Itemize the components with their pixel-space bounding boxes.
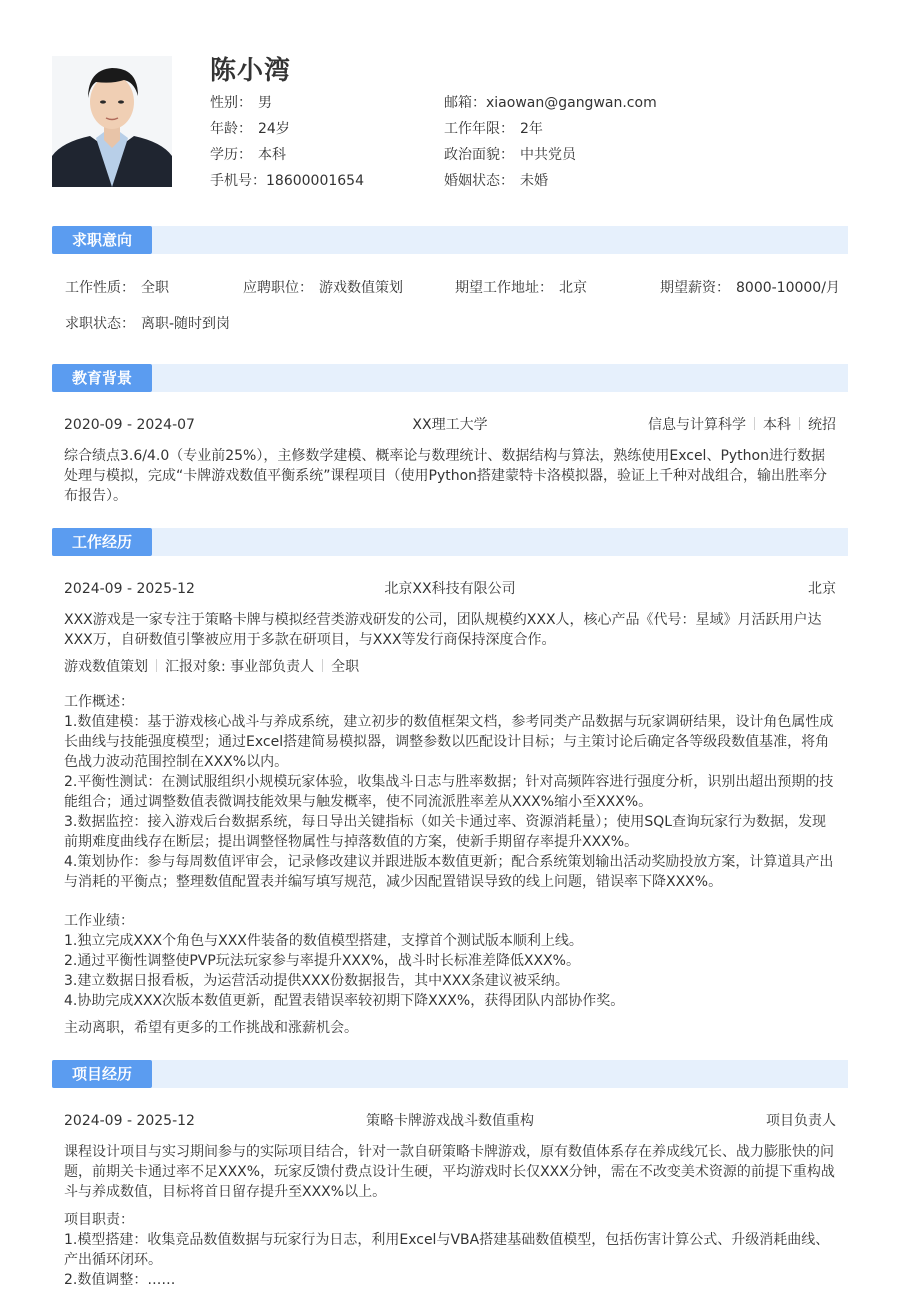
education-row bbox=[64, 415, 836, 435]
intent-location: 期望工作地址： 北京 bbox=[455, 280, 587, 296]
section-header-project bbox=[52, 1060, 848, 1088]
divider bbox=[156, 659, 157, 672]
section-title: 求职意向 bbox=[52, 226, 152, 254]
intent-job-type: 工作性质： 全职 bbox=[65, 280, 169, 296]
info-education: 学历： 本科 bbox=[210, 147, 286, 163]
person-photo-icon bbox=[52, 56, 172, 187]
section-title: 项目经历 bbox=[52, 1060, 152, 1088]
intent-salary: 期望薪资： 8000-10000/月 bbox=[660, 280, 840, 296]
info-years: 工作年限： 2年 bbox=[444, 121, 543, 137]
section-header-education bbox=[52, 364, 848, 392]
duty-item: 1.模型搭建：收集竞品数值数据与玩家行为日志，利用Excel与VBA搭建基础数值模型，包括伤害计算公式、升级消耗曲线、产出循环闭环。 bbox=[64, 1232, 830, 1268]
divider bbox=[799, 417, 800, 430]
education-school: XX理工大学 bbox=[412, 417, 488, 433]
divider bbox=[754, 417, 755, 430]
leave-reason: 主动离职，希望有更多的工作挑战和涨薪机会。 bbox=[64, 1020, 358, 1036]
project-name: 策略卡牌游戏战斗数值重构 bbox=[366, 1113, 534, 1129]
work-overview: 工作概述： 1.数值建模：基于游戏核心战斗与养成系统，建立初步的数值框架文档，参考同类产品数据与玩家调研结果，设计角色属性成长曲线与技能强度模型；通过Excel搭建简易模拟器，调整参数以匹配设计目标；与主策讨论后确定各等级段数值基准，将角色战力波动范围控制在XXX%以内。 2.平衡性测试：在测试服组织小规模玩家体验，收集战斗日志与胜率数据；针对高频阵容进行强度分析，识别出超出预期的技能组合；通过调整数值表微调技能效果与触发概率，使不同流派胜率差从XXX%缩小至XXX%。 3.数据监控：接入游戏后台数据系统，每日导出关键指标（如关卡通过率、资源消耗量）；使用SQL查询玩家行为数据，发现前期难度曲线存在断层；提出调整怪物属性与掉落数值的方案，使新手期留存率提升XXX%。 4.策划协作：参与每周数值评审会，记录修改建议并跟进版本数值更新；配合系统策划输出活动奖励投放方案，计算道具产出与消耗的平衡点；整理数值配置表并编写填写规范，减少因配置错误导致的线上问题，错误率下降XXX%。 bbox=[64, 692, 838, 892]
section-header-intent bbox=[52, 226, 848, 254]
project-role: 项目负责人 bbox=[766, 1113, 836, 1129]
section-title: 教育背景 bbox=[52, 364, 152, 392]
duty-item: 2.数值调整：…… bbox=[64, 1272, 176, 1288]
project-period: 2024-09 - 2025-12 bbox=[64, 1113, 195, 1129]
education-period: 2020-09 - 2024-07 bbox=[64, 417, 195, 433]
divider bbox=[322, 659, 323, 672]
work-row bbox=[64, 579, 836, 599]
achievement-item: 1.独立完成XXX个角色与XXX件装备的数值模型搭建，支撑首个测试版本顺利上线。 bbox=[64, 933, 583, 949]
profile-header bbox=[52, 48, 848, 188]
overview-item: 3.数据监控：接入游戏后台数据系统，每日导出关键指标（如关卡通过率、资源消耗量）；使用SQL查询玩家行为数据，发现前期难度曲线存在断层；提出调整怪物属性与掉落数值的方案，使新手期留存率提升XXX%。 bbox=[64, 814, 827, 850]
project-description: 课程设计项目与实习期间参与的实际项目结合，针对一款自研策略卡牌游戏，原有数值体系存在养成线冗长、战力膨胀快的问题，前期关卡通过率不足XXX%，玩家反馈付费点设计生硬，平均游戏时长仅XXX分钟，需在不改变美术资源的前提下重构战斗与养成数值，目标将首日留存提升至XXX%以上。 bbox=[64, 1144, 835, 1200]
work-achievements: 工作业绩： 1.独立完成XXX个角色与XXX件装备的数值模型搭建，支撑首个测试版本顺利上线。 2.通过平衡性调整使PVP玩法玩家参与率提升XXX%，战斗时长标准差降低XXX%。 3.建立数据日报看板，为运营活动提供XXX份数据报告，其中XXX条建议被采纳。 4.协助完成XXX次版本数值更新，配置表错误率较初期下降XXX%，获得团队内部协作奖。 bbox=[64, 911, 838, 1011]
info-phone: 手机号：18600001654 bbox=[210, 173, 364, 189]
info-political: 政治面貌： 中共党员 bbox=[444, 147, 576, 163]
achievement-item: 3.建立数据日报看板，为运营活动提供XXX份数据报告，其中XXX条建议被采纳。 bbox=[64, 973, 569, 989]
education-description: 综合绩点3.6/4.0（专业前25%），主修数学建模、概率论与数理统计、数据结构与算法，熟练使用Excel、Python进行数据处理与模拟，完成“卡牌游戏数值平衡系统”课程项目（使用Python搭建蒙特卡洛模拟器，验证上千种对战组合，输出胜率分布报告）。 bbox=[64, 448, 828, 504]
basic-info-right bbox=[444, 93, 657, 197]
overview-item: 4.策划协作：参与每周数值评审会，记录修改建议并跟进版本数值更新；配合系统策划输出活动奖励投放方案，计算道具产出与消耗的平衡点；整理数值配置表并编写填写规范，减少因配置错误导致的线上问题，错误率下降XXX%。 bbox=[64, 854, 834, 890]
section-title: 工作经历 bbox=[52, 528, 152, 556]
intent-status: 求职状态： 离职-随时到岗 bbox=[65, 316, 231, 332]
achievement-item: 2.通过平衡性调整使PVP玩法玩家参与率提升XXX%，战斗时长标准差降低XXX%。 bbox=[64, 953, 580, 969]
overview-item: 1.数值建模：基于游戏核心战斗与养成系统，建立初步的数值框架文档，参考同类产品数据与玩家调研结果，设计角色属性成长曲线与技能强度模型；通过Excel搭建简易模拟器，调整参数以匹配设计目标；与主策讨论后确定各等级段数值基准，将角色战力波动范围控制在XXX%以内。 bbox=[64, 714, 834, 770]
company-description: XXX游戏是一家专注于策略卡牌与模拟经营类游戏研发的公司，团队规模约XXX人，核心产品《代号：星域》月活跃用户达XXX万，自研数值引擎被应用于多款在研项目，与XXX等发行商保持深度合作。 bbox=[64, 612, 822, 648]
avatar-photo bbox=[52, 56, 172, 187]
work-role-meta: 游戏数值策划 汇报对象: 事业部负责人 全职 bbox=[64, 659, 360, 675]
basic-info-left bbox=[210, 93, 364, 197]
info-gender: 性别： 男 bbox=[210, 95, 272, 111]
achievement-item: 4.协助完成XXX次版本数值更新，配置表错误率较初期下降XXX%，获得团队内部协作奖。 bbox=[64, 993, 625, 1009]
candidate-name: 陈小湾 bbox=[210, 56, 292, 86]
project-row bbox=[64, 1111, 836, 1131]
work-city: 北京 bbox=[808, 581, 836, 597]
project-duties: 项目职责： 1.模型搭建：收集竞品数值数据与玩家行为日志，利用Excel与VBA搭建基础数值模型，包括伤害计算公式、升级消耗曲线、产出循环闭环。 2.数值调整：…… bbox=[64, 1210, 838, 1290]
section-header-work bbox=[52, 528, 848, 556]
info-age: 年龄： 24岁 bbox=[210, 121, 290, 137]
overview-item: 2.平衡性测试：在测试服组织小规模玩家体验，收集战斗日志与胜率数据；针对高频阵容进行强度分析，识别出超出预期的技能组合；通过调整数值表微调技能效果与触发概率，使不同流派胜率差从XXX%缩小至XXX%。 bbox=[64, 774, 834, 810]
work-period: 2024-09 - 2025-12 bbox=[64, 581, 195, 597]
work-company: 北京XX科技有限公司 bbox=[384, 581, 516, 597]
info-email: 邮箱：xiaowan@gangwan.com bbox=[444, 95, 657, 111]
info-marital: 婚姻状态： 未婚 bbox=[444, 173, 548, 189]
intent-position: 应聘职位： 游戏数值策划 bbox=[243, 280, 403, 296]
education-meta: 信息与计算科学 本科 统招 bbox=[648, 417, 836, 433]
